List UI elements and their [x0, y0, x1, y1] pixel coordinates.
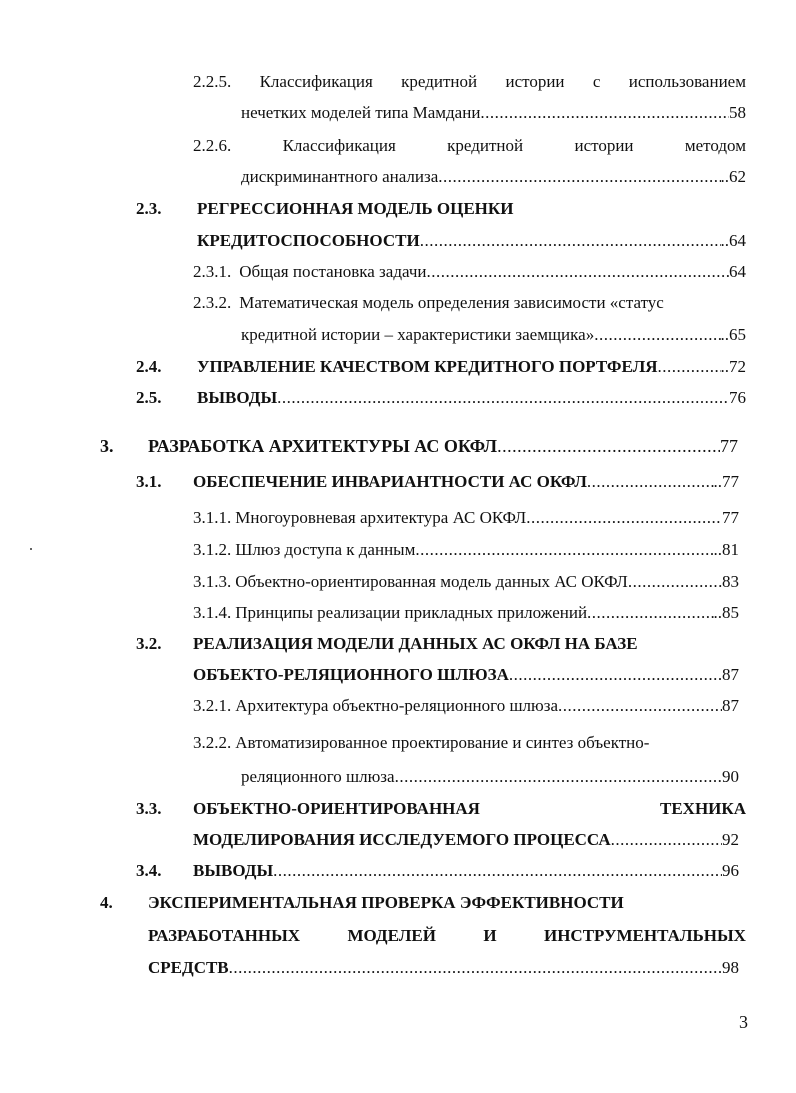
page-number: 3 [739, 1012, 748, 1032]
toc-page: ..72 [720, 357, 746, 376]
toc-3-1 [193, 470, 739, 494]
toc-page: 87 [722, 696, 739, 715]
toc-word: ИНСТРУМЕНТАЛЬНЫХ [543, 926, 746, 945]
toc-title: Объектно-ориентированная модель данных АС ОКФЛ [235, 572, 628, 591]
toc-page: 96 [722, 861, 739, 880]
toc-3-3-num: 3.3. [136, 799, 162, 818]
toc-2-5-num: 2.5. [136, 388, 162, 407]
toc-title: кредитной истории – характеристики заемщика» [241, 325, 595, 344]
toc-2-3-line2 [197, 229, 746, 253]
toc-3-4-num: 3.4. [136, 861, 162, 880]
toc-title: Принципы реализации прикладных приложений [235, 603, 588, 622]
toc-3-2-2-line1 [193, 731, 739, 755]
toc-2-3-1 [193, 260, 746, 284]
toc-word: ТЕХНИКА [659, 799, 746, 818]
toc-2-3-2-line1 [193, 291, 746, 315]
toc-num: 3.1.1. [193, 508, 232, 527]
toc-2-5 [197, 386, 746, 410]
toc-2-4-num: 2.4. [136, 357, 162, 376]
toc-3-3-line2 [193, 828, 739, 852]
toc-2-2-6-line2 [241, 165, 746, 189]
toc-2-2-6-line1 [193, 134, 746, 158]
toc-page: 76 [729, 388, 746, 407]
toc-title: ВЫВОДЫ [197, 388, 278, 407]
toc-3-1-3 [193, 570, 739, 594]
toc-word: Классификация [259, 72, 373, 91]
toc-2-3-num: 2.3. [136, 199, 162, 218]
toc-title: Общая постановка задачи [239, 262, 427, 281]
toc-3-2-2-line2 [241, 765, 739, 789]
toc-word: кредитной [401, 72, 478, 91]
toc-3-1-2 [193, 538, 739, 562]
toc-4-line1: ЭКСПЕРИМЕНТАЛЬНАЯ ПРОВЕРКА ЭФФЕКТИВНОСТИ [148, 893, 624, 912]
toc-page: 90 [722, 767, 739, 786]
toc-page: 98 [722, 958, 739, 977]
toc-3-1-num: 3.1. [136, 472, 162, 491]
toc-word: с [592, 72, 601, 91]
toc-title: СРЕДСТВ [148, 958, 229, 977]
toc-num: 3.1.2. [193, 540, 232, 559]
toc-4-num: 4. [100, 893, 113, 912]
toc-num: 3.1.4. [193, 603, 232, 622]
toc-4-line2 [148, 924, 746, 948]
toc-title: ОБЪЕКТО-РЕЛЯЦИОННОГО ШЛЮЗА [193, 665, 509, 684]
toc-title: МОДЕЛИРОВАНИЯ ИССЛЕДУЕМОГО ПРОЦЕССА [193, 830, 611, 849]
toc-title: РАЗРАБОТКА АРХИТЕКТУРЫ АС ОКФЛ [148, 436, 498, 456]
toc-title: Многоуровневая архитектура АС ОКФЛ [235, 508, 527, 527]
toc-page: 87 [722, 665, 739, 684]
toc-title: УПРАВЛЕНИЕ КАЧЕСТВОМ КРЕДИТНОГО ПОРТФЕЛЯ [197, 357, 658, 376]
toc-title: Архитектура объектно-реляционного шлюза [235, 696, 558, 715]
toc-page: ..81 [713, 540, 739, 559]
toc-title: реляционного шлюза [241, 767, 395, 786]
toc-page: 77 [722, 508, 739, 527]
toc-page: 83 [722, 572, 739, 591]
toc-page: ..85 [713, 603, 739, 622]
toc-2-4 [197, 355, 746, 379]
toc-num: 3.2.2. [193, 733, 232, 752]
toc-3-2-num: 3.2. [136, 634, 162, 653]
toc-word: методом [684, 136, 746, 155]
toc-num: 3.1.3. [193, 572, 232, 591]
toc-word: Классификация [282, 136, 396, 155]
toc-page: ..77 [713, 472, 739, 491]
toc-title: нечетких моделей типа Мамдани [241, 103, 481, 122]
toc-2-2-5-line1 [193, 70, 746, 94]
toc-title: ВЫВОДЫ [193, 861, 274, 880]
toc-3-1-1 [193, 506, 739, 530]
toc-page: ..62 [720, 167, 746, 186]
toc-2-2-5-line2 [241, 101, 746, 125]
toc-3-2-line2 [193, 663, 739, 687]
toc-page: 64 [729, 262, 746, 281]
toc-2-3-line1: РЕГРЕССИОННАЯ МОДЕЛЬ ОЦЕНКИ [197, 199, 514, 218]
toc-title: Математическая модель определения зависимости «статус [239, 293, 664, 312]
toc-title: Автоматизированное проектирование и синтез объектно- [235, 733, 650, 752]
toc-title: ОБЕСПЕЧЕНИЕ ИНВАРИАНТНОСТИ АС ОКФЛ [193, 472, 587, 491]
toc-page: ..64 [720, 231, 746, 250]
toc-word: истории [574, 136, 634, 155]
toc-3-2-line1: РЕАЛИЗАЦИЯ МОДЕЛИ ДАННЫХ АС ОКФЛ НА БАЗЕ [193, 634, 638, 653]
toc-page: 77 [720, 436, 738, 456]
toc-num: 2.2.5. [193, 72, 232, 91]
toc-title: Шлюз доступа к данным [235, 540, 416, 559]
toc-title: КРЕДИТОСПОСОБНОСТИ [197, 231, 420, 250]
toc-num: 2.3.1. [193, 262, 232, 281]
toc-3-1-4 [193, 601, 739, 625]
toc-3-2-1 [193, 694, 739, 718]
toc-page: 58 [729, 103, 746, 122]
toc-3-4 [193, 859, 739, 883]
toc-3 [148, 434, 738, 458]
toc-2-3-2-line2 [241, 323, 746, 347]
toc-word: И [483, 926, 497, 945]
toc-word: РАЗРАБОТАННЫХ [148, 926, 301, 945]
toc-word: ОБЪЕКТНО-ОРИЕНТИРОВАННАЯ [193, 799, 480, 818]
toc-word: кредитной [447, 136, 524, 155]
toc-num: 2.2.6. [193, 136, 232, 155]
toc-word: использованием [628, 72, 746, 91]
toc-4-line3 [148, 956, 739, 980]
toc-title: дискриминантного анализа [241, 167, 439, 186]
toc-word: истории [505, 72, 565, 91]
stray-mark [30, 548, 32, 550]
toc-num: 2.3.2. [193, 293, 232, 312]
toc-page: ..65 [720, 325, 746, 344]
toc-3-3-line1 [193, 797, 746, 821]
toc-page: 92 [722, 830, 739, 849]
toc-word: МОДЕЛЕЙ [347, 926, 436, 945]
toc-num: 3.2.1. [193, 696, 232, 715]
toc-3-num: 3. [100, 436, 114, 456]
